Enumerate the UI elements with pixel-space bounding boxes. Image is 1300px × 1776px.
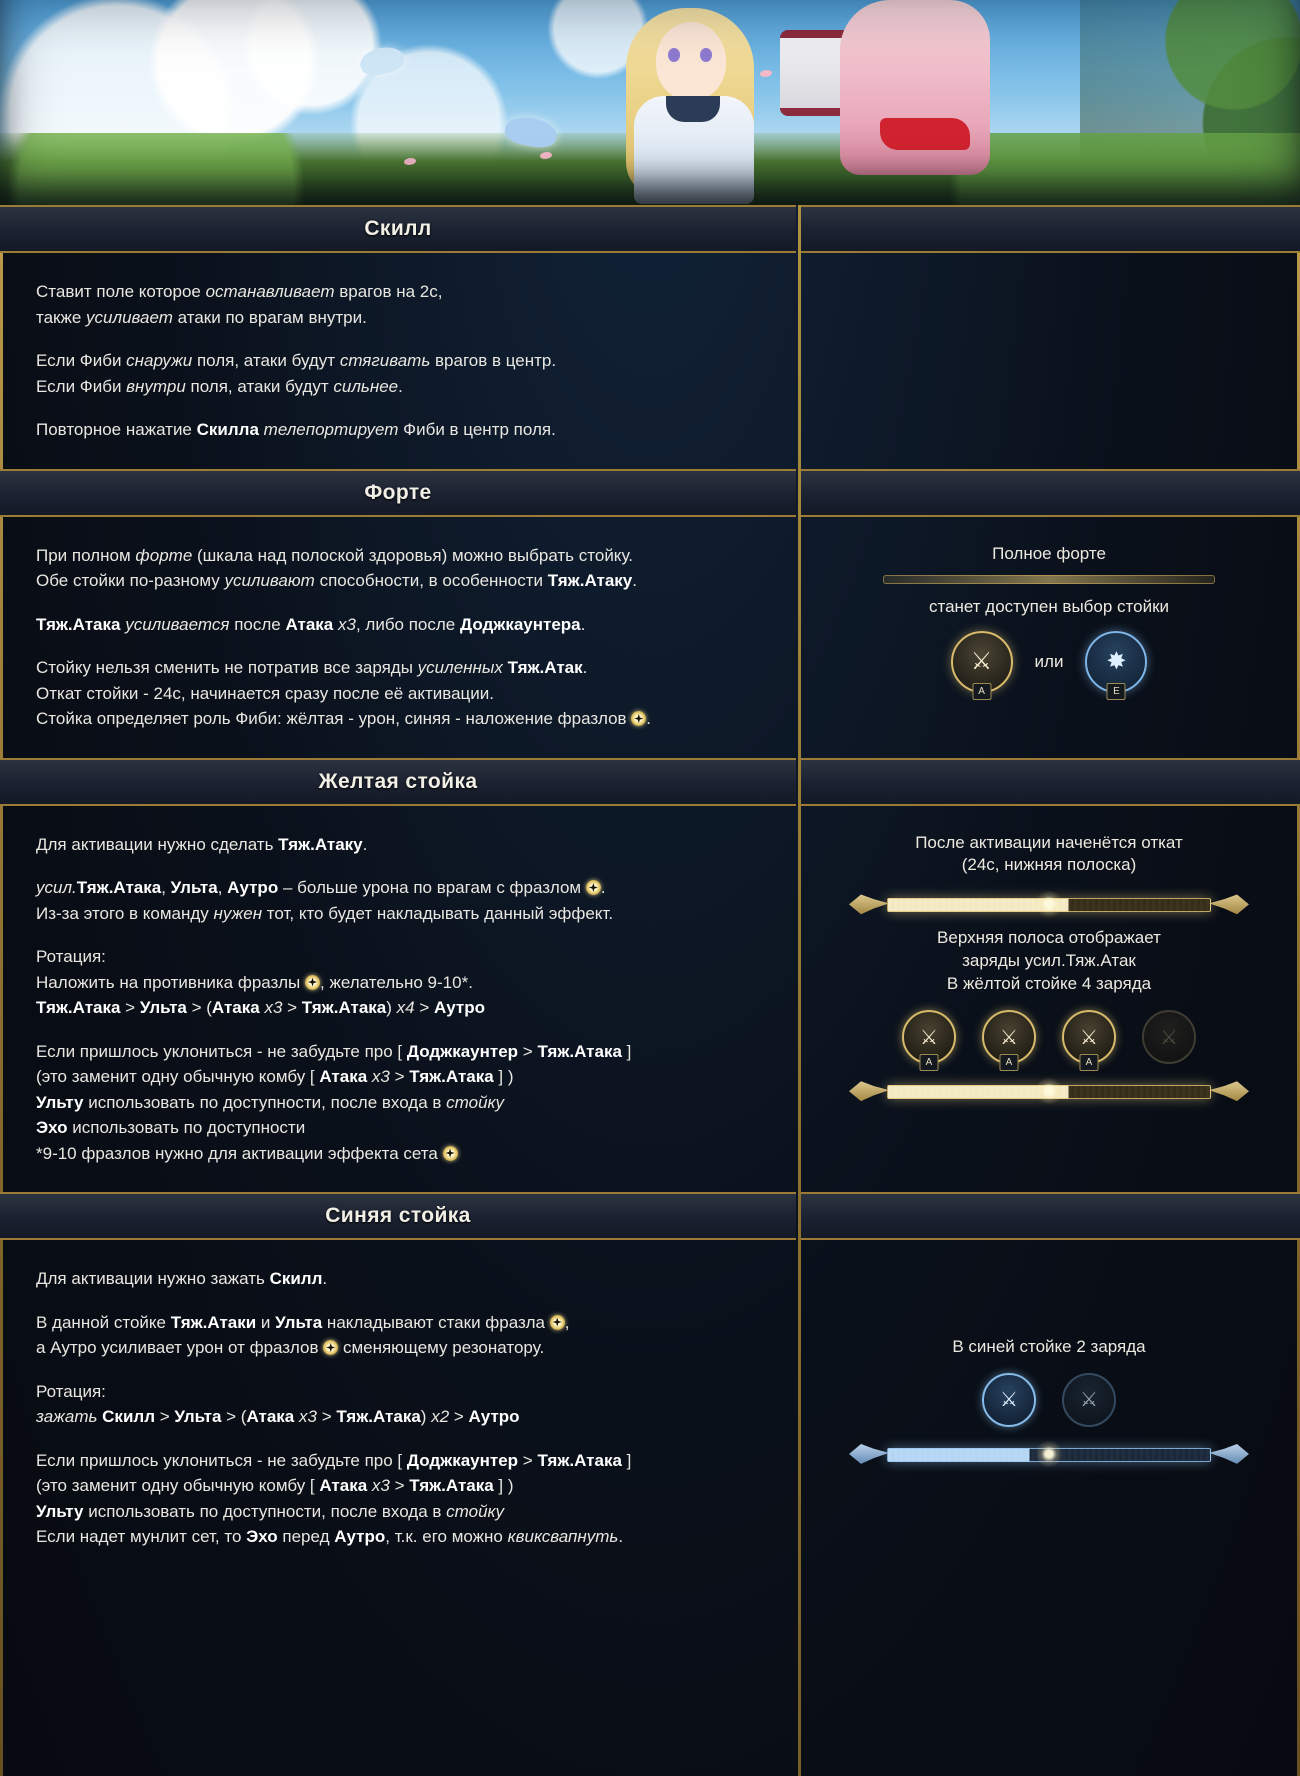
wing-ornament-icon (849, 1078, 889, 1104)
keybind-cap: A (972, 683, 991, 700)
charge-token-empty (1142, 1010, 1196, 1064)
bar-spark-icon (1036, 889, 1062, 919)
left-text-panel-forte (0, 517, 798, 758)
right-panel-empty (798, 253, 1300, 469)
spectro-frazzle-icon (443, 1146, 458, 1161)
section-title: Желтая стойка (318, 769, 478, 793)
spacer (818, 1262, 1280, 1332)
bar-spark-icon (1036, 1076, 1062, 1106)
yellow-stance-button[interactable] (951, 631, 1013, 698)
spectro-frazzle-icon (305, 975, 320, 990)
spectro-frazzle-icon (631, 711, 646, 726)
sections-container (0, 205, 1300, 1576)
paragraph: усил.Тяж.Атака, Ульта, Аутро – больше урона по врагам с фразлом . Из-за этого в команду нужен тот, кто будет накладывать данный эффект. (36, 878, 614, 923)
or-label: или (1034, 652, 1064, 672)
heavy-attack-glyph-icon: ⚔ (1080, 1389, 1098, 1412)
section-title-bar-blue (0, 1192, 796, 1240)
section-body (0, 806, 1300, 1193)
section-title-bar-right (801, 758, 1300, 806)
right-panel-forte (798, 517, 1300, 758)
stance-choice-row (818, 631, 1280, 698)
header-banner-image (0, 0, 1300, 205)
section-title: Скилл (364, 217, 432, 240)
left-text-panel-skill (0, 253, 798, 469)
charge-token-row (818, 1373, 1280, 1427)
blue-stance-glyph-icon: ✸ (1106, 648, 1127, 676)
heavy-attack-glyph-icon: ⚔ (1160, 1026, 1178, 1049)
right-panel-yellow (798, 806, 1300, 1193)
charges-note: Верхняя полоса отображает заряды усил.Тяж.Атак В жёлтой стойке 4 заряда (937, 928, 1161, 994)
section-title-bar-right (801, 1192, 1300, 1240)
wing-ornament-icon (1209, 1078, 1249, 1104)
section-title-bar-right (801, 469, 1300, 517)
forte-bar (849, 887, 1249, 921)
heavy-attack-glyph-icon: ⚔ (920, 1026, 938, 1049)
charge-token-active (982, 1010, 1036, 1069)
section-body (0, 517, 1300, 758)
section-body (0, 253, 1300, 469)
forte-bar (849, 1074, 1249, 1108)
paragraph: Если Фиби снаружи поля, атаки будут стягивать врагов в центр. Если Фиби внутри поля, атаки будут сильнее. (36, 351, 557, 396)
section-title-bar-skill (0, 205, 796, 253)
wing-ornament-icon (1209, 1441, 1249, 1467)
keybind-cap: E (1107, 683, 1126, 700)
paragraph: Ставит поле которое останавливает врагов на 2с, также усиливает атаки по врагам внутри. (36, 282, 443, 327)
section-yellow (0, 758, 1300, 1193)
paragraph: В данной стойке Тяж.Атаки и Ульта накладывают стаки фразла , а Аутро усиливает урон от фразлов сменяющему резонатору. (36, 1312, 570, 1357)
wing-ornament-icon (1209, 891, 1249, 917)
blue-charges-note: В синей стойке 2 заряда (952, 1337, 1146, 1356)
section-title: Форте (364, 480, 432, 504)
paragraph: Если пришлось уклониться - не забудьте про [ Доджкаунтер > Тяж.Атака ] (это заменит одну обычную комбу [ Атака х3 > Тяж.Атака ] ) Ульту использовать по доступности, после входа в стойку Эхо использовать по доступности *9-10 фразлов нужно для активации эффекта сета (36, 1041, 632, 1163)
wing-ornament-icon (849, 1441, 889, 1467)
paragraph: Если пришлось уклониться - не забудьте про [ Доджкаунтер > Тяж.Атака ] (это заменит одну обычную комбу [ Атака х3 > Тяж.Атака ] ) Ульту использовать по доступности, после входа в стойку Если надет мунлит сет, то Эхо перед Аутро, т.к. его можно квиксвапнуть. (36, 1450, 632, 1546)
section-body (0, 1240, 1300, 1576)
banner-vignette (0, 0, 1300, 205)
spectro-frazzle-icon (550, 1315, 565, 1330)
full-forte-label: Полное форте (992, 543, 1106, 563)
right-panel-blue (798, 1240, 1300, 1576)
keybind-cap: A (1000, 1054, 1019, 1071)
yellow-stance-glyph-icon: ⚔ (970, 648, 993, 676)
section-title: Синяя стойка (325, 1204, 471, 1227)
spectro-frazzle-icon (586, 880, 601, 895)
charge-token-active (1062, 1010, 1116, 1069)
keybind-cap: A (920, 1054, 939, 1071)
bottom-spacer (0, 1576, 1300, 1776)
charge-token-row (818, 1010, 1280, 1069)
heavy-attack-glyph-icon: ⚔ (1000, 1026, 1018, 1049)
paragraph: Повторное нажатие Скилла телепортирует Фиби в центр поля. (36, 420, 556, 439)
heavy-attack-glyph-icon: ⚔ (1080, 1026, 1098, 1049)
stance-choice-label: станет доступен выбор стойки (928, 597, 1170, 617)
left-text-panel-blue (0, 1240, 798, 1576)
section-header-row (0, 469, 1300, 517)
blue-forte-bar (849, 1437, 1249, 1471)
section-title-bar-right (801, 205, 1300, 253)
cooldown-note: После активации наченётся откат (24с, нижняя полоска) (915, 832, 1183, 875)
wing-ornament-icon (849, 891, 889, 917)
paragraph: Для активации нужно сделать Тяж.Атаку. (36, 834, 368, 854)
section-header-row (0, 758, 1300, 806)
section-forte (0, 469, 1300, 758)
paragraph: Стойку нельзя сменить не потратив все заряды усиленных Тяж.Атак. Откат стойки - 24с, начинается сразу после её активации. Стойка определяет роль Фиби: жёлтая - урон, синяя - наложение фразлов . (36, 658, 652, 728)
paragraph: Тяж.Атака усиливается после Атака х3, либо после Доджкаунтера. (36, 614, 586, 634)
paragraph: Для активации нужно зажать Скилл. (36, 1269, 328, 1288)
section-title-bar-yellow (0, 758, 796, 806)
section-header-row (0, 205, 1300, 253)
section-header-row (0, 1192, 1300, 1240)
bar-spark-icon (1036, 1439, 1062, 1469)
paragraph: При полном форте (шкала над полоской здоровья) можно выбрать стойку. Обе стойки по-разному усиливают способности, в особенности Тяж.Атаку. (36, 545, 637, 590)
paragraph: Ротация: Наложить на противника фразлы , желательно 9-10*. Тяж.Атака > Ульта > (Атака х3 > Тяж.Атака) х4 > Аутро (36, 947, 486, 1017)
left-text-panel-yellow (0, 806, 798, 1193)
section-title-bar-forte (0, 469, 796, 517)
section-blue (0, 1192, 1300, 1576)
section-skill (0, 205, 1300, 469)
charge-token-active (902, 1010, 956, 1069)
charge-token-empty (1062, 1373, 1116, 1427)
forte-gauge (883, 575, 1215, 584)
keybind-cap: A (1080, 1054, 1099, 1071)
spectro-frazzle-icon (323, 1340, 338, 1355)
blue-stance-button[interactable] (1085, 631, 1147, 698)
heavy-attack-glyph-icon: ⚔ (1000, 1389, 1018, 1412)
paragraph: Ротация: зажать Скилл > Ульта > (Атака х3 > Тяж.Атака) х2 > Аутро (36, 1381, 520, 1426)
charge-token-active (982, 1373, 1036, 1427)
